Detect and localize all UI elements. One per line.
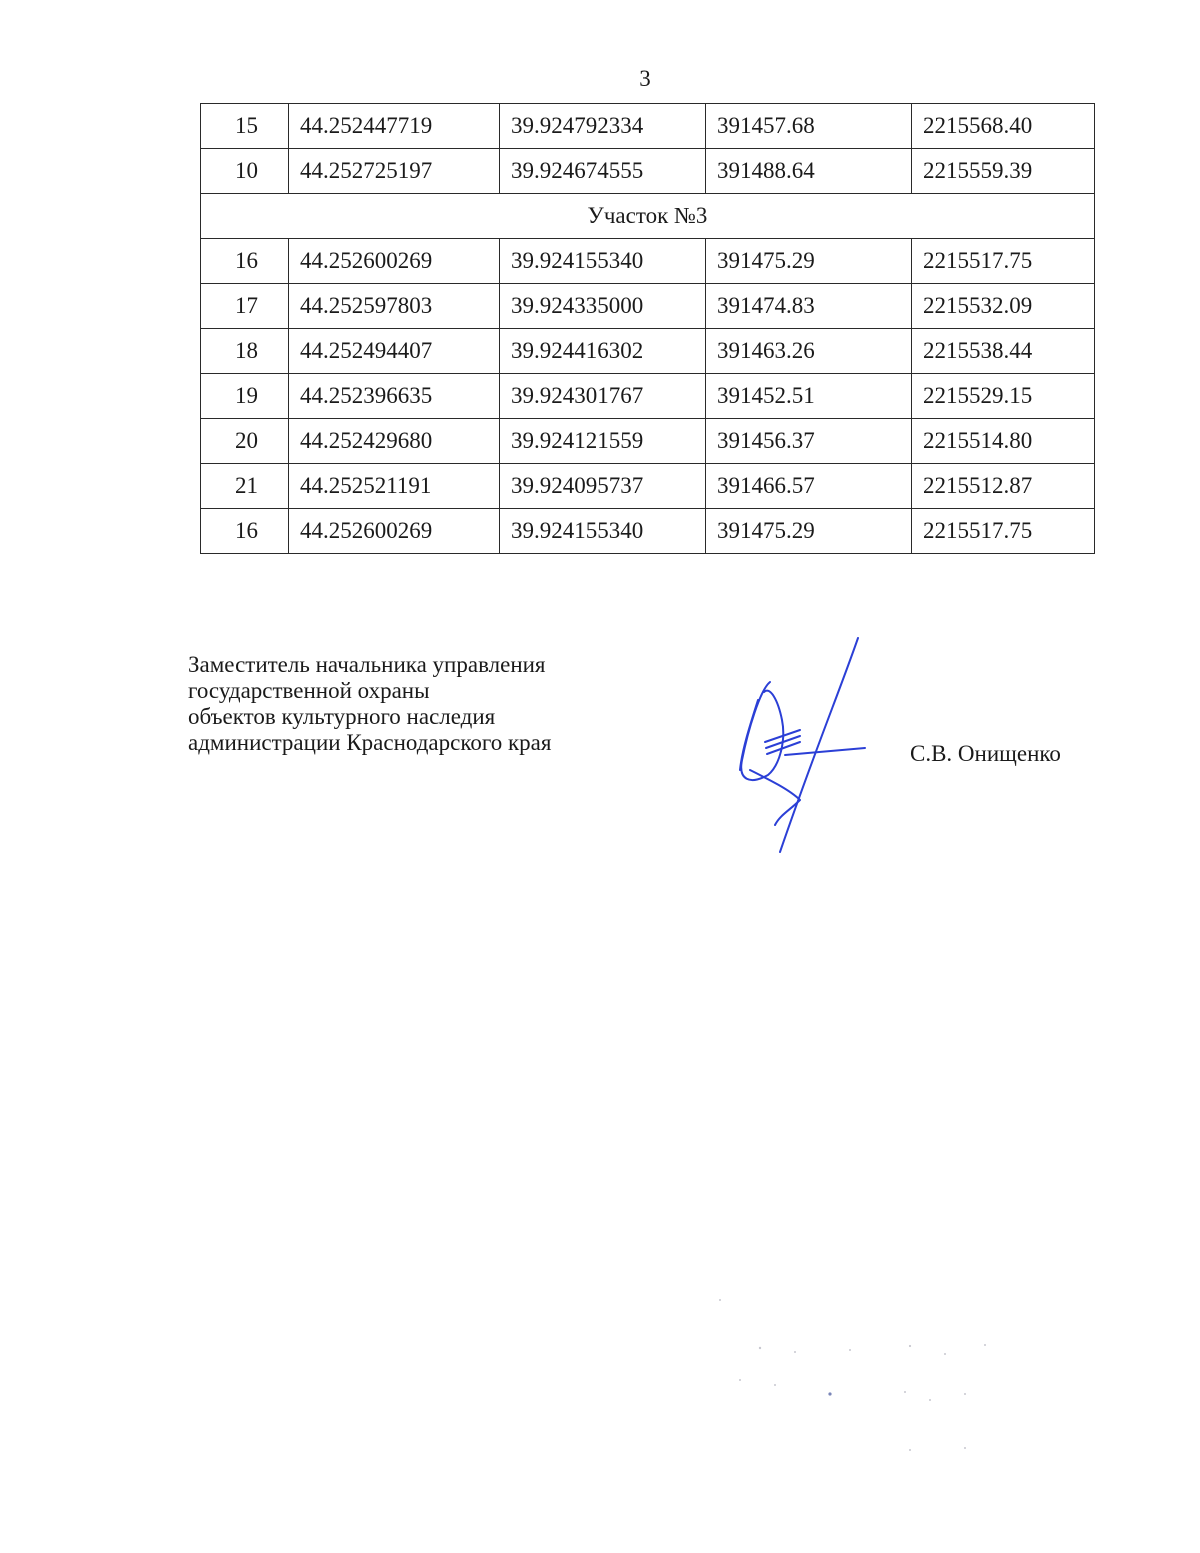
latitude-cell: 44.252725197 [289, 149, 500, 194]
scan-specks [700, 1290, 1020, 1470]
point-number-cell: 15 [201, 104, 289, 149]
longitude-cell: 39.924301767 [500, 374, 706, 419]
longitude-cell: 39.924674555 [500, 149, 706, 194]
longitude-cell: 39.924095737 [500, 464, 706, 509]
point-number-cell: 10 [201, 149, 289, 194]
x-coordinate-cell: 391475.29 [706, 509, 912, 554]
y-coordinate-cell: 2215538.44 [912, 329, 1095, 374]
latitude-cell: 44.252494407 [289, 329, 500, 374]
y-coordinate-cell: 2215532.09 [912, 284, 1095, 329]
latitude-cell: 44.252429680 [289, 419, 500, 464]
y-coordinate-cell: 2215517.75 [912, 239, 1095, 284]
y-coordinate-cell: 2215559.39 [912, 149, 1095, 194]
signer-name: С.В. Онищенко [910, 741, 1061, 766]
x-coordinate-cell: 391457.68 [706, 104, 912, 149]
table-row [201, 329, 1095, 374]
longitude-cell: 39.924155340 [500, 509, 706, 554]
table-row [201, 239, 1095, 284]
handwritten-signature [720, 630, 880, 860]
x-coordinate-cell: 391475.29 [706, 239, 912, 284]
x-coordinate-cell: 391456.37 [706, 419, 912, 464]
position-line: администрации Краснодарского края [188, 730, 552, 755]
page-number: 3 [639, 66, 651, 91]
longitude-cell: 39.924155340 [500, 239, 706, 284]
longitude-cell: 39.924416302 [500, 329, 706, 374]
latitude-cell: 44.252396635 [289, 374, 500, 419]
latitude-cell: 44.252600269 [289, 509, 500, 554]
x-coordinate-cell: 391488.64 [706, 149, 912, 194]
position-line: объектов культурного наследия [188, 704, 496, 729]
coordinates-table [200, 103, 1095, 554]
table-row [201, 104, 1095, 149]
point-number-cell: 21 [201, 464, 289, 509]
table-row [201, 284, 1095, 329]
point-number-cell: 16 [201, 239, 289, 284]
table-row [201, 149, 1095, 194]
point-number-cell: 17 [201, 284, 289, 329]
position-line: Заместитель начальника управления [188, 652, 546, 677]
x-coordinate-cell: 391466.57 [706, 464, 912, 509]
x-coordinate-cell: 391463.26 [706, 329, 912, 374]
table-row [201, 374, 1095, 419]
y-coordinate-cell: 2215512.87 [912, 464, 1095, 509]
y-coordinate-cell: 2215517.75 [912, 509, 1095, 554]
coordinates-table-body [201, 104, 1095, 554]
latitude-cell: 44.252447719 [289, 104, 500, 149]
section-title: Участок №3 [201, 194, 1095, 239]
latitude-cell: 44.252521191 [289, 464, 500, 509]
latitude-cell: 44.252597803 [289, 284, 500, 329]
signatory-position [188, 652, 551, 756]
y-coordinate-cell: 2215568.40 [912, 104, 1095, 149]
position-line: государственной охраны [188, 678, 430, 703]
table-row [201, 464, 1095, 509]
point-number-cell: 18 [201, 329, 289, 374]
table-row [201, 419, 1095, 464]
y-coordinate-cell: 2215514.80 [912, 419, 1095, 464]
y-coordinate-cell: 2215529.15 [912, 374, 1095, 419]
longitude-cell: 39.924335000 [500, 284, 706, 329]
x-coordinate-cell: 391474.83 [706, 284, 912, 329]
point-number-cell: 19 [201, 374, 289, 419]
longitude-cell: 39.924792334 [500, 104, 706, 149]
section-header-row [201, 194, 1095, 239]
longitude-cell: 39.924121559 [500, 419, 706, 464]
latitude-cell: 44.252600269 [289, 239, 500, 284]
point-number-cell: 16 [201, 509, 289, 554]
table-row [201, 509, 1095, 554]
x-coordinate-cell: 391452.51 [706, 374, 912, 419]
point-number-cell: 20 [201, 419, 289, 464]
